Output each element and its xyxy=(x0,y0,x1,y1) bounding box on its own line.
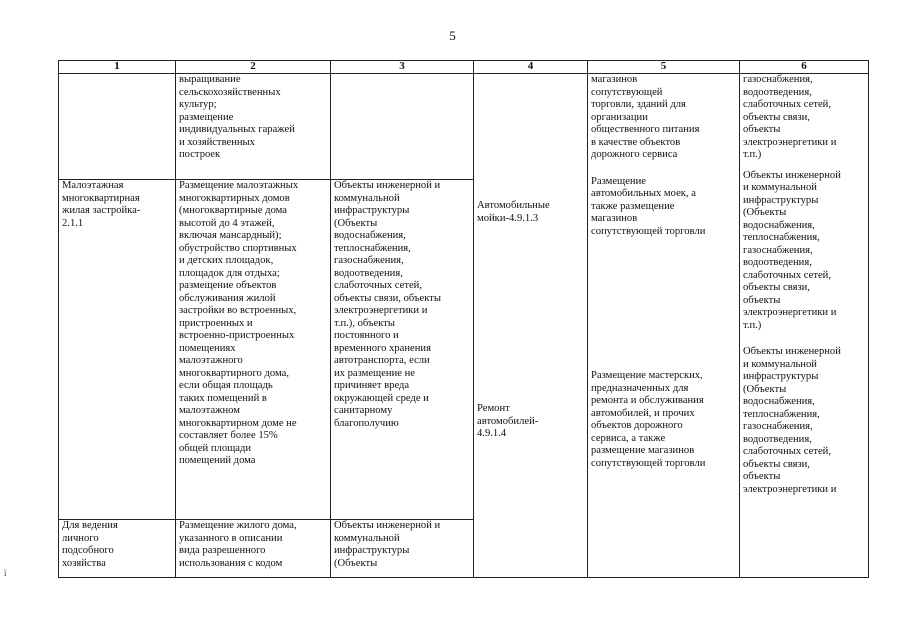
header-col-1: 1 xyxy=(59,61,176,74)
header-col-2: 2 xyxy=(176,61,331,74)
conditional-use-auxiliary-cell xyxy=(740,74,869,578)
row2-description-text: Размещение малоэтажных многоквартирных домов (многоквартирные дома высотой до 4 этажей, включая мансардный); обустройство спортивных и детских площадок, площадок для отдыха; размещение объектов обслуживания жилой застройки во встроенных, пристроенных и встроенно-пристроенных помещениях малоэтажного многоквартирного дома, если общая площадь таких помещений в малоэтажном многоквартирном доме не составляет более 15% общей площади помещений дома xyxy=(179,180,299,466)
row2-description-cell xyxy=(176,180,331,520)
table-row xyxy=(59,74,869,180)
row3-auxiliary-text: Объекты инженерной и коммунальной инфраструктуры (Объекты xyxy=(334,520,441,569)
header-col-5: 5 xyxy=(588,61,740,74)
row3-type-cell xyxy=(59,520,176,578)
conditional-use-description-cell xyxy=(588,74,740,578)
land-use-table xyxy=(58,60,869,578)
page-number: 5 xyxy=(449,28,456,43)
row1-type-cell xyxy=(59,74,176,180)
car-wash-auxiliary: Объекты инженерной и коммунальной инфраструктуры (Объекты водоснабжения, теплоснабжения, газоснабжения, водоотведения, слаботочных сетей, объекты связи, объекты электроэнергетики и т.п.) xyxy=(743,169,841,331)
row3-description-text: Размещение жилого дома, указанного в описании вида разрешенного использования с кодом xyxy=(179,520,297,569)
row2-type-text: Малоэтажная многоквартирная жилая застройка- 2.1.1 xyxy=(62,180,141,229)
header-col-6: 6 xyxy=(740,61,869,74)
roadside-service-description: магазинов сопутствующей торговли, зданий для организации общественного питания в качестве объектов дорожного сервиса xyxy=(591,74,700,160)
header-col-3: 3 xyxy=(331,61,474,74)
row2-auxiliary-cell xyxy=(331,180,474,520)
row2-auxiliary-text: Объекты инженерной и коммунальной инфраструктуры (Объекты водоснабжения, теплоснабжения, газоснабжения, водоотведения, слаботочных сетей, объекты связи, объекты электроэнергетики и т.п.), объекты постоянного и временного хранения автотранспорта, если их размещение не причиняет вреда окружающей среде и санитарному благополучию xyxy=(334,180,441,429)
utilities-continued-text: газоснабжения, водоотведения, слаботочных сетей, объекты связи, объекты электроэнергетики и т.п.) xyxy=(743,74,837,160)
car-repair-description: Размещение мастерских, предназначенных для ремонта и обслуживания автомобилей, и прочих объектов дорожного сервиса, а также размещение магазинов сопутствующей торговли xyxy=(591,370,706,469)
row1-description-text: выращивание сельскохозяйственных культур; размещение индивидуальных гаражей и хозяйственных пострoек xyxy=(179,74,295,160)
row1-description-cell xyxy=(176,74,331,180)
header-col-4: 4 xyxy=(474,61,588,74)
margin-mark: ï xyxy=(4,568,7,578)
row1-auxiliary-cell xyxy=(331,74,474,180)
car-repair-auxiliary: Объекты инженерной и коммунальной инфраструктуры (Объекты водоснабжения, теплоснабжения, газоснабжения, водоотведения, слаботочных сетей, объекты связи, объекты электроэнергетики и xyxy=(743,346,841,495)
conditional-use-type-cell xyxy=(474,74,588,578)
car-repair-type: Ремонт автомобилей- 4.9.1.4 xyxy=(477,403,539,439)
car-wash-description: Размещение автомобильных моек, а также размещение магазинов сопутствующей торговли xyxy=(591,175,706,237)
row3-type-text: Для ведения личного подсобного хозяйства xyxy=(62,520,118,569)
row2-type-cell xyxy=(59,180,176,520)
row3-description-cell xyxy=(176,520,331,578)
header-row xyxy=(59,61,869,74)
car-wash-type: Автомобильные мойки-4.9.1.3 xyxy=(477,200,550,224)
row3-auxiliary-cell xyxy=(331,520,474,578)
